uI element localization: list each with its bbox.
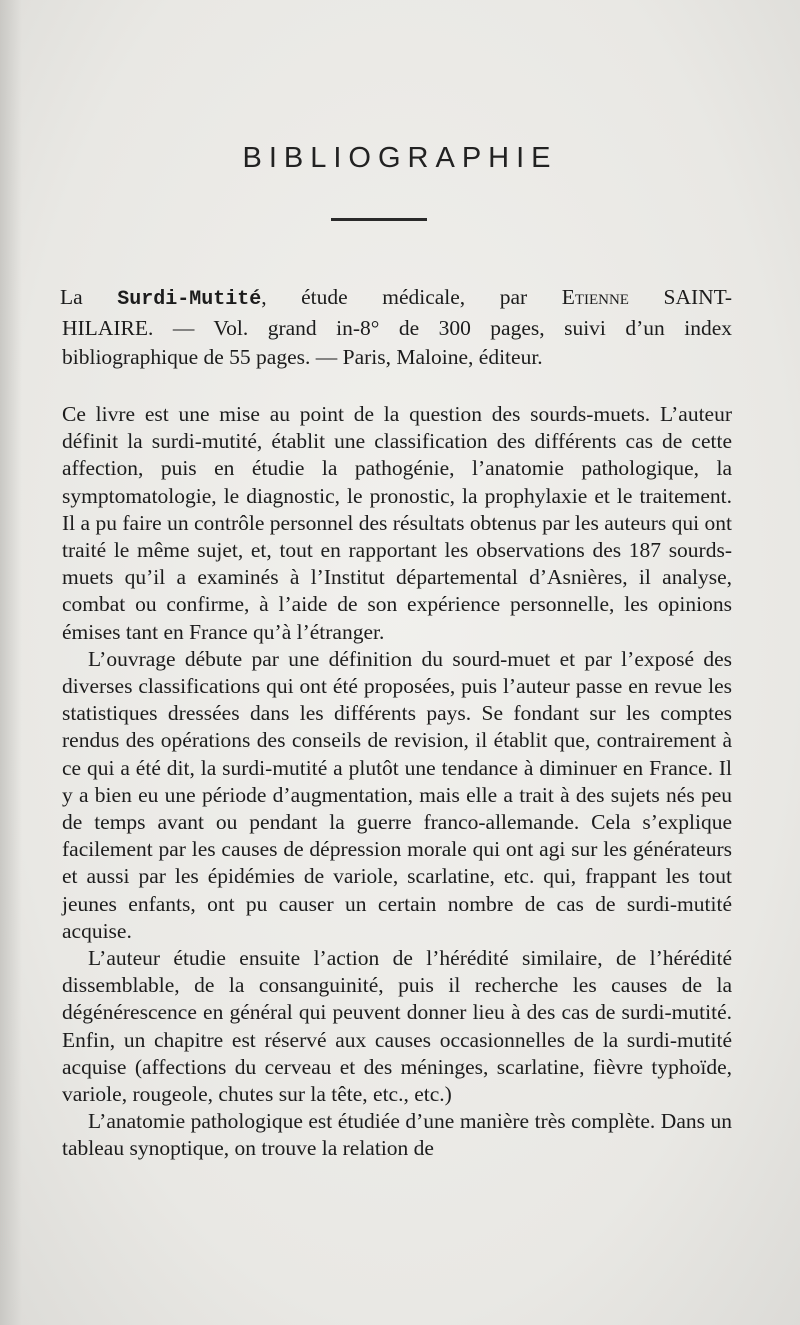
- paragraph-3: L’auteur étudie ensuite l’action de l’hérédité similaire, de l’hérédité dissemblable, de la consanguinité, puis il recherche les causes de la dégénérescence en général qui peuvent donner lieu à des cas de surdi-mutité. Enfin, un chapitre est réservé aux causes occasionnelles de la surdi-mutité acquise (affections du cerveau et des méninges, scarlatine, fièvre typhoïde, variole, rougeole, chutes sur la tête, etc., etc.): [62, 946, 732, 1107]
- paragraph-2: L’ouvrage débute par une définition du sourd-muet et par l’exposé des diverses classifications qui ont été proposées, puis l’auteur passe en revue les statistiques dressées dans les différents pays. Se fondant sur les comptes rendus des opérations des conseils de revision, il établit que, contrairement à ce qui a été dit, la surdi-mutité a plutôt une tendance à diminuer en France. Il y a bien eu une période d’augmentation, mais elle a trait à des sujets nés peu de temps avant ou pendant la guerre franco-allemande. Cela s’explique facilement par les causes de dépression morale qui ont agi sur les générateurs et aussi par les épidémies de variole, scarlatine, etc. qui, frappant les tout jeunes enfants, ont pu causer un certain nombre de cas de surdi-mutité acquise.: [62, 646, 732, 943]
- paragraph-1: Ce livre est une mise au point de la question des sourds-muets. L’auteur définit la surdi-mutité, établit une classification des différents cas de cette affection, puis en étudie la pathogénie, l’anatomie pathologique, la symptomatologie, le diagnostic, le pronostic, la prophylaxie et le traitement. Il a pu faire un contrôle personnel des résultats obtenus par les auteurs qui ont traité le même sujet, et, tout en rapportant les observations des 187 sourds-muets qu’il a examinés à l’Institut départemental d’Asnières, il analyse, combat ou confirme, à l’aide de son expérience personnelle, les opinions émises tant en France qu’à l’étranger.: [62, 402, 732, 644]
- citation-prefix: La: [60, 285, 118, 309]
- citation-line-1: [60, 283, 732, 314]
- citation-line-2: HILAIRE. — Vol. grand in-8° de 300 pages, suivi d’un index: [62, 316, 732, 340]
- citation-line-3: bibliographique de 55 pages. — Paris, Maloine, éditeur.: [62, 345, 543, 369]
- book-citation: [62, 283, 732, 372]
- citation-author-first: Etienne: [561, 285, 629, 309]
- citation-author-last: SAINT-: [628, 285, 732, 309]
- paragraph-4: L’anatomie pathologique est étudiée d’une manière très complète. Dans un tableau synoptique, on trouve la relation de: [62, 1109, 732, 1161]
- citation-title: Surdi-Mutité: [117, 288, 262, 311]
- citation-after-title: , étude médicale, par: [261, 285, 562, 309]
- review-body: [62, 401, 732, 1163]
- heading-rule: [331, 218, 427, 221]
- page-heading: BIBLIOGRAPHIE: [242, 142, 558, 174]
- binding-shadow: [0, 0, 22, 1325]
